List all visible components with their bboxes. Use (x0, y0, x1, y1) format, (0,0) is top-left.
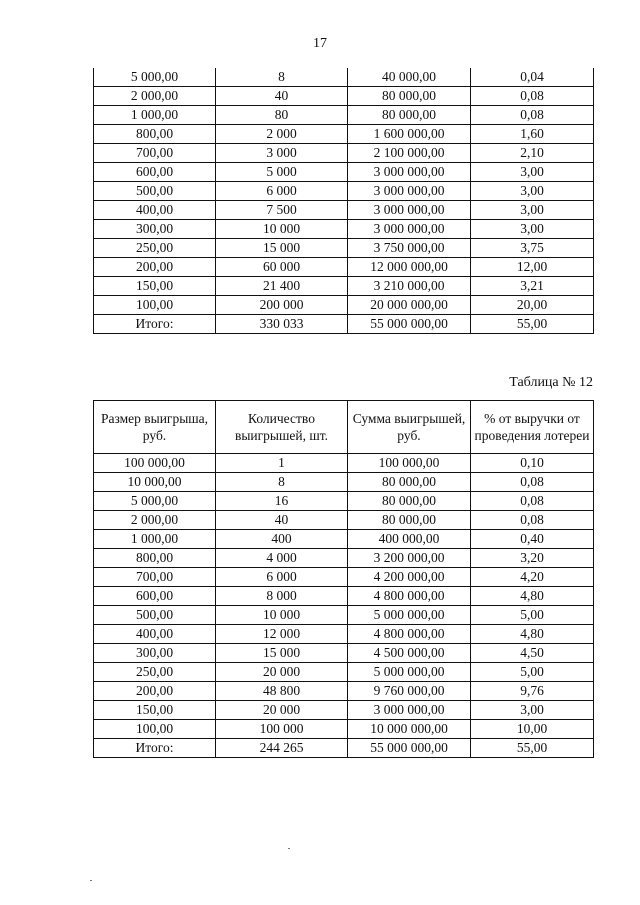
cell-revenue-percent: 3,21 (471, 277, 594, 296)
cell-prize-count: 1 (216, 454, 348, 473)
cell-prize-count: 5 000 (216, 163, 348, 182)
cell-prize-count: 80 (216, 106, 348, 125)
cell-prize-sum: 40 000,00 (348, 68, 471, 87)
table-row (94, 220, 594, 239)
cell-prize-sum: 3 000 000,00 (348, 201, 471, 220)
cell-revenue-percent: 3,20 (471, 549, 594, 568)
prize-table-continued-body (94, 68, 594, 334)
cell-prize-count: 200 000 (216, 296, 348, 315)
cell-prize-sum: 55 000 000,00 (348, 315, 471, 334)
cell-prize-amount: 2 000,00 (94, 87, 216, 106)
cell-revenue-percent: 0,08 (471, 106, 594, 125)
table-row (94, 296, 594, 315)
table-row (94, 492, 594, 511)
cell-prize-amount: 500,00 (94, 182, 216, 201)
cell-prize-amount: 100 000,00 (94, 454, 216, 473)
table-row (94, 530, 594, 549)
cell-prize-amount: 5 000,00 (94, 68, 216, 87)
cell-prize-count: 6 000 (216, 568, 348, 587)
cell-prize-sum: 12 000 000,00 (348, 258, 471, 277)
cell-revenue-percent: 5,00 (471, 606, 594, 625)
cell-revenue-percent: 0,04 (471, 68, 594, 87)
table-row (94, 644, 594, 663)
cell-prize-sum: 2 100 000,00 (348, 144, 471, 163)
cell-prize-count: 40 (216, 87, 348, 106)
cell-revenue-percent: 10,00 (471, 720, 594, 739)
cell-prize-sum: 10 000 000,00 (348, 720, 471, 739)
table-total-row (94, 315, 594, 334)
cell-prize-amount: 200,00 (94, 258, 216, 277)
table-row (94, 511, 594, 530)
cell-revenue-percent: 55,00 (471, 739, 594, 758)
cell-revenue-percent: 3,00 (471, 201, 594, 220)
table-row (94, 606, 594, 625)
cell-prize-amount: 250,00 (94, 663, 216, 682)
cell-prize-sum: 3 000 000,00 (348, 163, 471, 182)
cell-prize-count: 8 000 (216, 587, 348, 606)
cell-revenue-percent: 3,00 (471, 182, 594, 201)
header-revenue-percent: % от выручки от проведения лотереи (471, 401, 594, 454)
cell-prize-count: 100 000 (216, 720, 348, 739)
cell-revenue-percent: 4,50 (471, 644, 594, 663)
cell-prize-sum: 80 000,00 (348, 492, 471, 511)
cell-prize-sum: 80 000,00 (348, 87, 471, 106)
cell-prize-count: 48 800 (216, 682, 348, 701)
cell-prize-count: 330 033 (216, 315, 348, 334)
table-row (94, 473, 594, 492)
cell-prize-amount: 100,00 (94, 296, 216, 315)
cell-revenue-percent: 0,40 (471, 530, 594, 549)
table-row (94, 277, 594, 296)
cell-prize-sum: 4 200 000,00 (348, 568, 471, 587)
cell-prize-sum: 9 760 000,00 (348, 682, 471, 701)
table-row (94, 663, 594, 682)
prize-table-continued (93, 68, 594, 334)
cell-prize-amount: 700,00 (94, 144, 216, 163)
cell-prize-sum: 3 750 000,00 (348, 239, 471, 258)
table-row (94, 720, 594, 739)
cell-prize-count: 3 000 (216, 144, 348, 163)
cell-prize-sum: 5 000 000,00 (348, 606, 471, 625)
cell-prize-sum: 3 200 000,00 (348, 549, 471, 568)
table-row (94, 106, 594, 125)
cell-prize-sum: 3 000 000,00 (348, 182, 471, 201)
cell-prize-sum: 100 000,00 (348, 454, 471, 473)
table-row (94, 625, 594, 644)
cell-prize-count: 244 265 (216, 739, 348, 758)
cell-prize-amount: 1 000,00 (94, 530, 216, 549)
cell-revenue-percent: 4,20 (471, 568, 594, 587)
table-caption: Таблица № 12 (509, 375, 593, 390)
cell-revenue-percent: 0,08 (471, 87, 594, 106)
cell-prize-amount: 800,00 (94, 549, 216, 568)
cell-prize-sum: 4 800 000,00 (348, 587, 471, 606)
cell-revenue-percent: 20,00 (471, 296, 594, 315)
table-row (94, 125, 594, 144)
cell-prize-count: 21 400 (216, 277, 348, 296)
table-row (94, 239, 594, 258)
cell-revenue-percent: 9,76 (471, 682, 594, 701)
cell-revenue-percent: 3,00 (471, 163, 594, 182)
table-row (94, 682, 594, 701)
cell-prize-amount: 600,00 (94, 163, 216, 182)
cell-revenue-percent: 4,80 (471, 587, 594, 606)
table-row (94, 182, 594, 201)
cell-revenue-percent: 4,80 (471, 625, 594, 644)
cell-prize-sum: 3 000 000,00 (348, 701, 471, 720)
scan-speck (288, 848, 290, 849)
cell-prize-count: 40 (216, 511, 348, 530)
cell-prize-count: 10 000 (216, 220, 348, 239)
cell-revenue-percent: 5,00 (471, 663, 594, 682)
cell-prize-amount: 10 000,00 (94, 473, 216, 492)
cell-revenue-percent: 0,08 (471, 511, 594, 530)
cell-prize-amount: 200,00 (94, 682, 216, 701)
table-row (94, 568, 594, 587)
table-row (94, 454, 594, 473)
cell-prize-sum: 1 600 000,00 (348, 125, 471, 144)
cell-prize-sum: 20 000 000,00 (348, 296, 471, 315)
cell-prize-sum: 3 210 000,00 (348, 277, 471, 296)
cell-prize-count: 20 000 (216, 663, 348, 682)
table-row (94, 201, 594, 220)
cell-prize-count: 8 (216, 473, 348, 492)
cell-prize-sum: 4 500 000,00 (348, 644, 471, 663)
prize-table-12 (93, 400, 594, 758)
cell-revenue-percent: 2,10 (471, 144, 594, 163)
cell-revenue-percent: 3,00 (471, 701, 594, 720)
cell-prize-sum: 5 000 000,00 (348, 663, 471, 682)
cell-prize-sum: 55 000 000,00 (348, 739, 471, 758)
cell-prize-count: 16 (216, 492, 348, 511)
total-label: Итого: (94, 739, 216, 758)
cell-prize-amount: 150,00 (94, 701, 216, 720)
cell-revenue-percent: 0,10 (471, 454, 594, 473)
cell-revenue-percent: 3,00 (471, 220, 594, 239)
cell-prize-sum: 400 000,00 (348, 530, 471, 549)
cell-prize-count: 15 000 (216, 239, 348, 258)
cell-prize-sum: 4 800 000,00 (348, 625, 471, 644)
table-row (94, 163, 594, 182)
cell-revenue-percent: 1,60 (471, 125, 594, 144)
cell-prize-count: 15 000 (216, 644, 348, 663)
scan-speck (90, 880, 92, 881)
cell-prize-amount: 250,00 (94, 239, 216, 258)
cell-prize-amount: 300,00 (94, 644, 216, 663)
table-total-row (94, 739, 594, 758)
cell-prize-amount: 5 000,00 (94, 492, 216, 511)
cell-prize-count: 4 000 (216, 549, 348, 568)
cell-prize-amount: 800,00 (94, 125, 216, 144)
cell-prize-sum: 80 000,00 (348, 473, 471, 492)
page-number: 17 (313, 36, 327, 51)
cell-prize-count: 10 000 (216, 606, 348, 625)
cell-prize-count: 20 000 (216, 701, 348, 720)
cell-prize-amount: 700,00 (94, 568, 216, 587)
cell-prize-sum: 3 000 000,00 (348, 220, 471, 239)
cell-prize-count: 400 (216, 530, 348, 549)
cell-prize-amount: 1 000,00 (94, 106, 216, 125)
cell-revenue-percent: 0,08 (471, 473, 594, 492)
table-row (94, 587, 594, 606)
cell-prize-amount: 500,00 (94, 606, 216, 625)
cell-prize-count: 60 000 (216, 258, 348, 277)
table-row (94, 701, 594, 720)
cell-prize-amount: 400,00 (94, 625, 216, 644)
cell-revenue-percent: 3,75 (471, 239, 594, 258)
prize-table-12-body (94, 454, 594, 758)
table-row (94, 258, 594, 277)
cell-revenue-percent: 55,00 (471, 315, 594, 334)
cell-prize-sum: 80 000,00 (348, 511, 471, 530)
cell-revenue-percent: 12,00 (471, 258, 594, 277)
table-row (94, 68, 594, 87)
cell-prize-amount: 100,00 (94, 720, 216, 739)
cell-prize-amount: 600,00 (94, 587, 216, 606)
table-row (94, 87, 594, 106)
header-prize-count: Количество выигрышей, шт. (216, 401, 348, 454)
cell-prize-amount: 300,00 (94, 220, 216, 239)
table-row (94, 549, 594, 568)
table-header-row (94, 401, 594, 454)
cell-prize-count: 6 000 (216, 182, 348, 201)
cell-prize-count: 2 000 (216, 125, 348, 144)
total-label: Итого: (94, 315, 216, 334)
cell-prize-count: 8 (216, 68, 348, 87)
cell-revenue-percent: 0,08 (471, 492, 594, 511)
table-row (94, 144, 594, 163)
cell-prize-count: 12 000 (216, 625, 348, 644)
header-prize-amount: Размер выигрыша, руб. (94, 401, 216, 454)
cell-prize-sum: 80 000,00 (348, 106, 471, 125)
header-prize-sum: Сумма выигрышей, руб. (348, 401, 471, 454)
cell-prize-amount: 2 000,00 (94, 511, 216, 530)
cell-prize-amount: 150,00 (94, 277, 216, 296)
cell-prize-amount: 400,00 (94, 201, 216, 220)
cell-prize-count: 7 500 (216, 201, 348, 220)
